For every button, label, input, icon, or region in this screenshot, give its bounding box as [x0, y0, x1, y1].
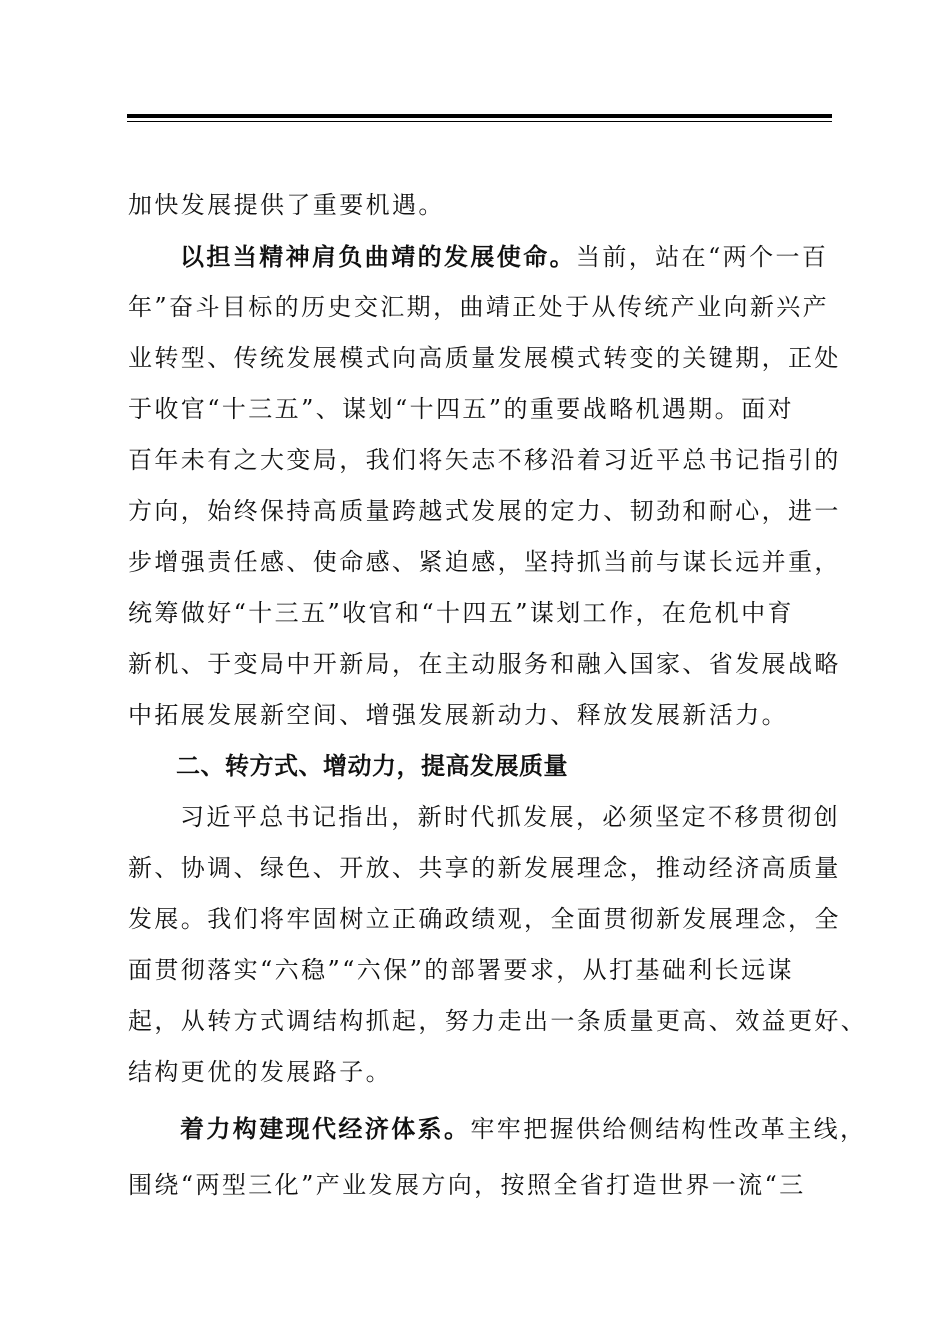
- document-body: [128, 180, 868, 1211]
- header-rule-thick: [127, 114, 832, 118]
- paragraph-line: 中拓展发展新空间、增强发展新动力、释放发展新活力。: [128, 701, 788, 729]
- paragraph-line: 加快发展提供了重要机遇。: [128, 191, 445, 219]
- section-heading: 二、转方式、增动力，提高发展质量: [176, 752, 568, 780]
- paragraph-line: 新机、于变局中开新局，在主动服务和融入国家、省发展战略: [128, 650, 841, 678]
- line-text: 当前，站在“两个一百: [576, 243, 829, 271]
- paragraph-line: 新、协调、绿色、开放、共享的新发展理念，推动经济高质量: [128, 854, 841, 882]
- paragraph-line: 业转型、传统发展模式向高质量发展模式转变的关键期，正处: [128, 344, 841, 372]
- paragraph-line: 面贯彻落实“六稳”“六保”的部署要求，从打基础利长远谋: [128, 956, 794, 984]
- paragraph-line: 发展。我们将牢固树立正确政绩观，全面贯彻新发展理念，全: [128, 905, 841, 933]
- paragraph-line: 百年未有之大变局，我们将矢志不移沿着习近平总书记指引的: [128, 446, 841, 474]
- paragraph-line: 起，从转方式调结构抓起，努力走出一条质量更高、效益更好、: [128, 1007, 868, 1035]
- paragraph-line: 年”奋斗目标的历史交汇期，曲靖正处于从传统产业向新兴产: [128, 293, 830, 321]
- line-text: 牢牢把握供给侧结构性改革主线，: [470, 1115, 867, 1143]
- paragraph-line: [128, 231, 838, 282]
- paragraph-line: 统筹做好“十三五”收官和“十四五”谋划工作，在危机中育: [128, 599, 794, 627]
- paragraph-line: 结构更优的发展路子。: [128, 1058, 392, 1086]
- paragraph-line: [128, 1098, 867, 1160]
- lead-phrase: 着力构建现代经济体系。: [180, 1114, 471, 1143]
- paragraph-line: 于收官“十三五”、谋划“十四五”的重要战略机遇期。面对: [128, 395, 794, 423]
- paragraph-line: 步增强责任感、使命感、紧迫感，坚持抓当前与谋长远并重，: [128, 548, 841, 576]
- paragraph-line: 方向，始终保持高质量跨越式发展的定力、韧劲和耐心，进一: [128, 497, 841, 525]
- header-rule-thin: [127, 121, 832, 122]
- lead-phrase: 以担当精神肩负曲靖的发展使命。: [180, 242, 576, 271]
- paragraph-line: 围绕“两型三化”产业发展方向，按照全省打造世界一流“三: [128, 1171, 806, 1199]
- paragraph-line: 习近平总书记指出，新时代抓发展，必须坚定不移贯彻创: [180, 803, 840, 831]
